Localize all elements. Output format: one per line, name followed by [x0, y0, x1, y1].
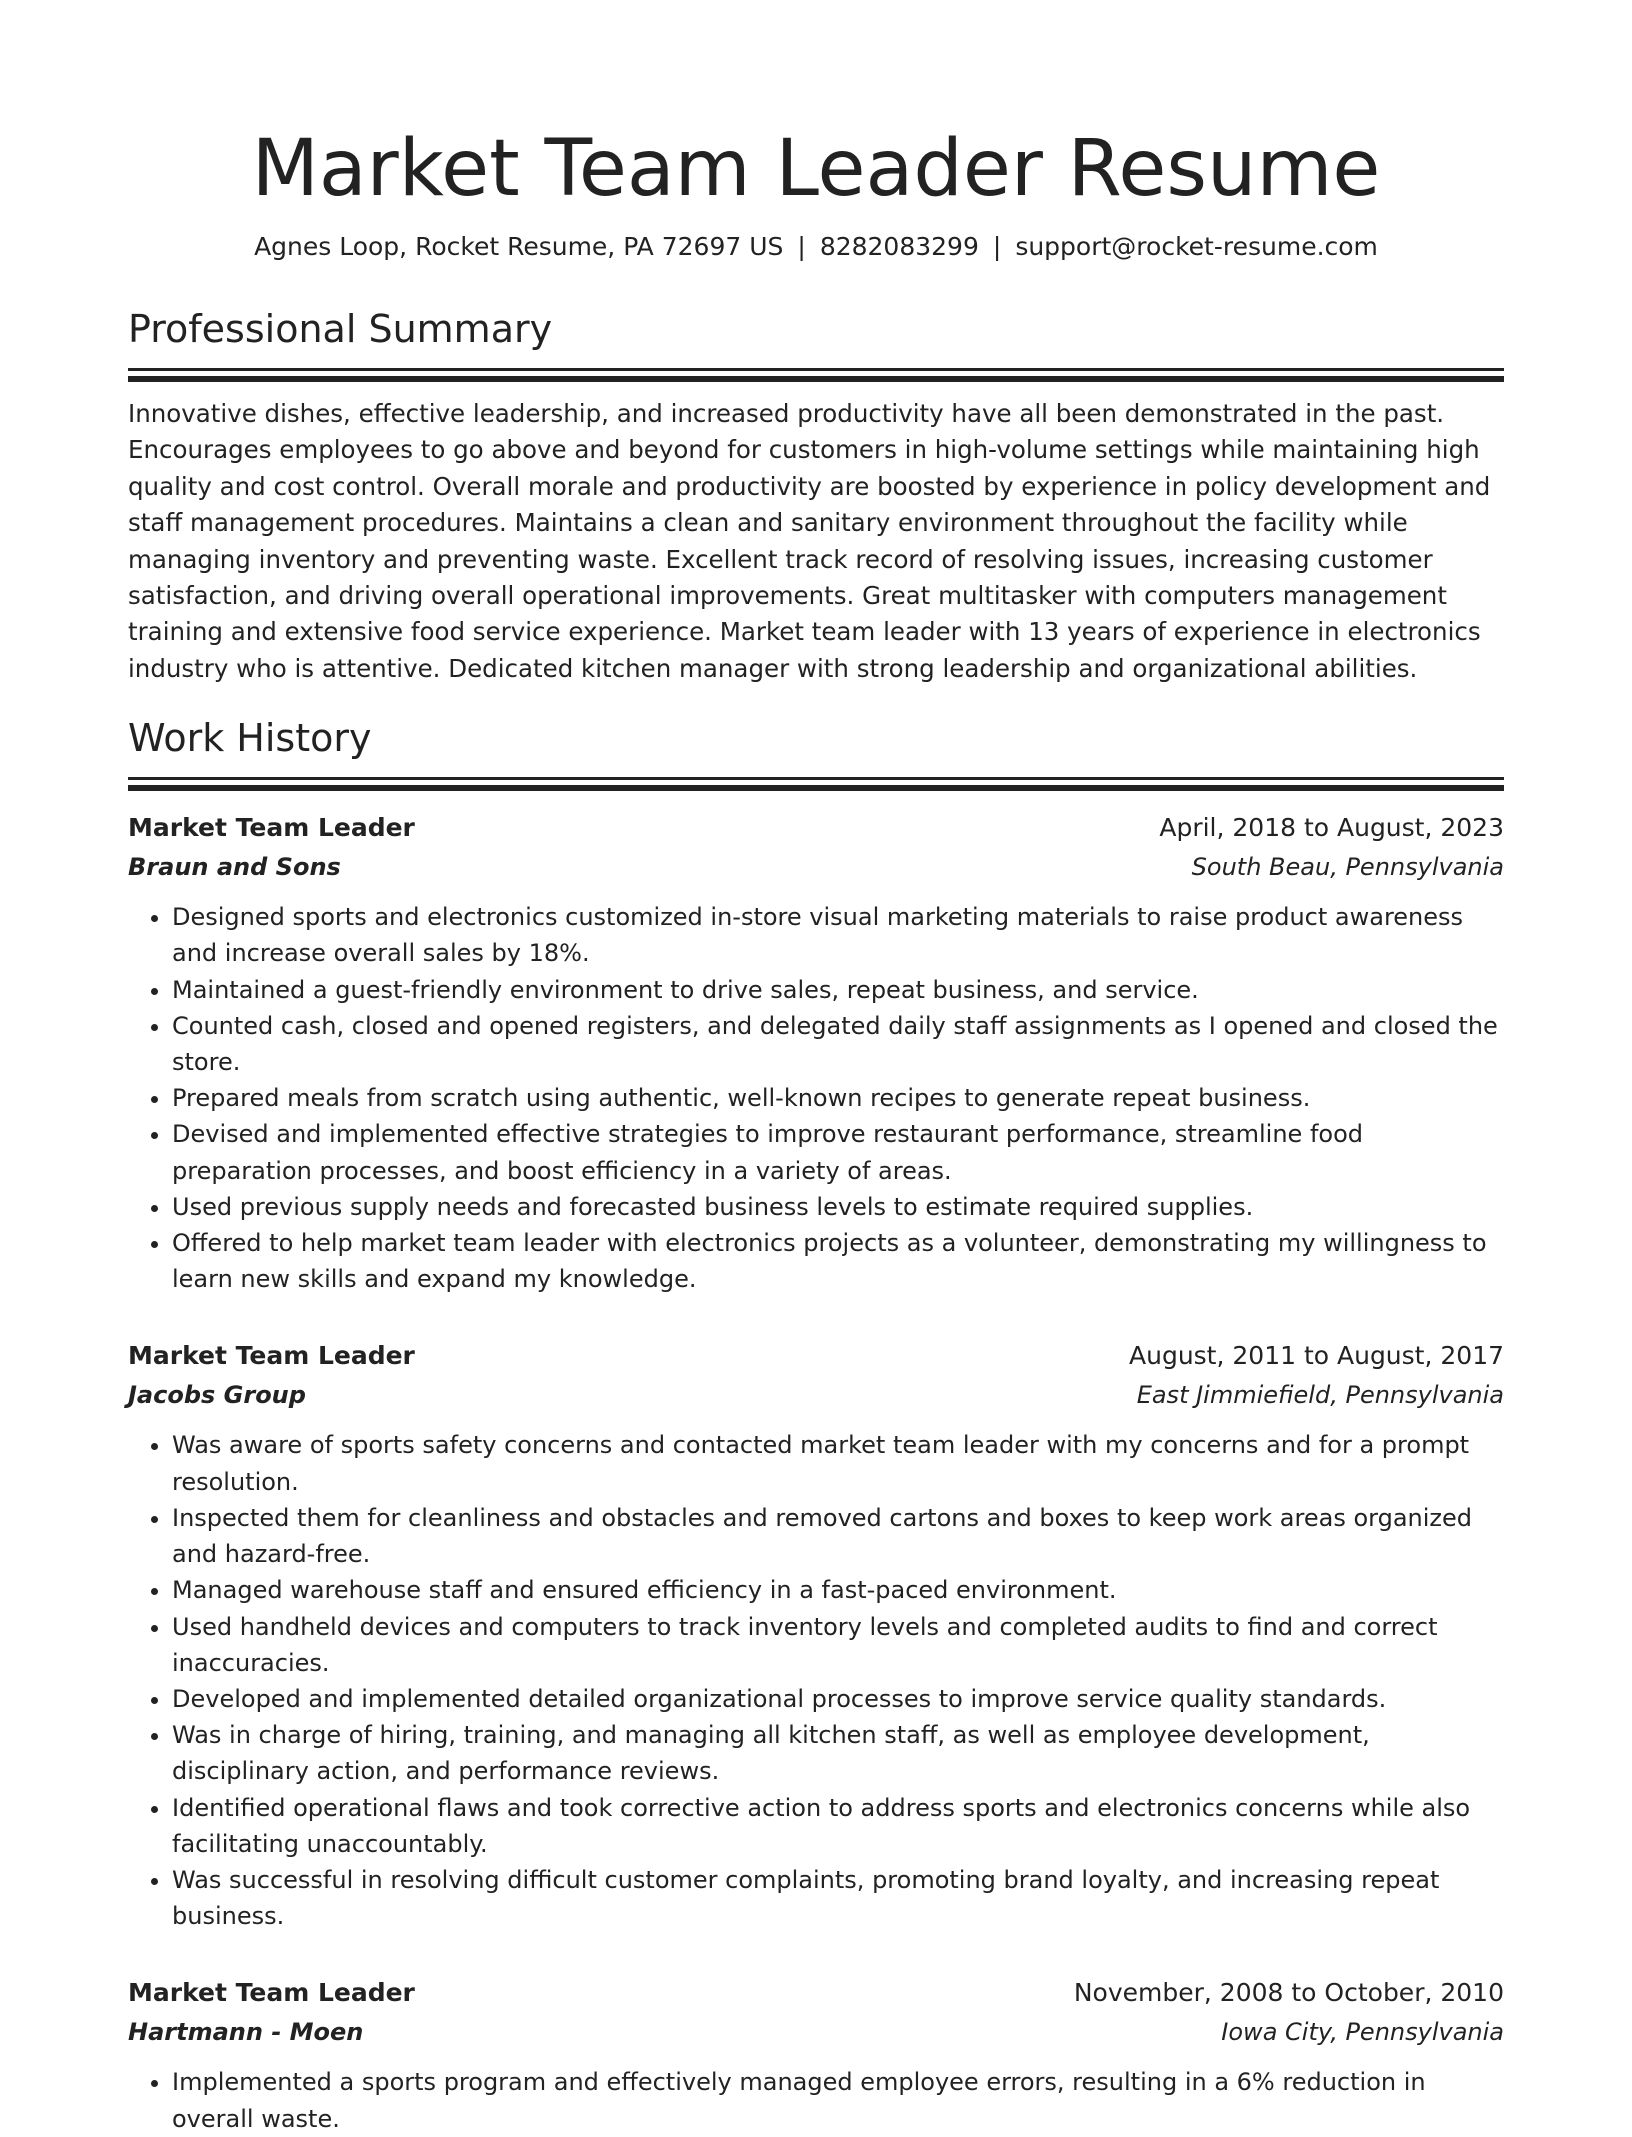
job-bullet: • Identified operational flaws and took corrective action to address sports and electronics concerns while also facilitating unaccountably. — [172, 1790, 1504, 1862]
job-bullet-list — [128, 899, 1504, 1297]
job-header-row — [128, 1974, 1504, 2012]
contact-email[interactable]: support@rocket-resume.com — [1015, 232, 1378, 261]
job-header-row — [128, 1337, 1504, 1375]
job-dates: November, 2008 to October, 2010 — [1073, 1978, 1504, 2008]
job-entry — [128, 1974, 1504, 2136]
job-title: Market Team Leader — [128, 1341, 415, 1371]
job-bullet: • Was aware of sports safety concerns and contacted market team leader with my concerns and for a prompt resolution. — [172, 1427, 1504, 1499]
job-bullet: • Prepared meals from scratch using authentic, well-known recipes to generate repeat business. — [172, 1080, 1504, 1116]
job-bullet: • Developed and implemented detailed organizational processes to improve service quality standards. — [172, 1681, 1504, 1717]
job-bullet: • Implemented a sports program and effectively managed employee errors, resulting in a 6% reduction in overall waste. — [172, 2064, 1504, 2136]
job-header-row — [128, 809, 1504, 847]
job-company-row — [128, 847, 1504, 887]
job-dates: April, 2018 to August, 2023 — [1159, 813, 1504, 843]
job-bullet: • Designed sports and electronics customized in-store visual marketing materials to raise product awareness and increase overall sales by 18%. — [172, 899, 1504, 971]
job-company: Jacobs Group — [128, 1381, 306, 1410]
section-rule-thick — [128, 785, 1504, 791]
job-company: Hartmann - Moen — [128, 2018, 364, 2047]
job-bullet: • Maintained a guest-friendly environment to drive sales, repeat business, and service. — [172, 972, 1504, 1008]
section-heading-summary: Professional Summary — [128, 307, 553, 351]
contact-separator: | — [992, 232, 1002, 261]
job-bullet: • Managed warehouse staff and ensured efficiency in a fast-paced environment. — [172, 1572, 1504, 1608]
job-bullet: • Used previous supply needs and forecasted business levels to estimate required supplies. — [172, 1189, 1504, 1225]
job-bullet: • Was in charge of hiring, training, and managing all kitchen staff, as well as employee development, disciplinary action, and performance reviews. — [172, 1717, 1504, 1789]
resume-content — [128, 120, 1504, 2137]
job-title: Market Team Leader — [128, 813, 415, 843]
contact-address: Agnes Loop, Rocket Resume, PA 72697 US — [254, 232, 784, 261]
section-rule-thick — [128, 376, 1504, 382]
job-list — [128, 809, 1504, 2136]
contact-separator: | — [797, 232, 806, 261]
job-bullet: • Used handheld devices and computers to track inventory levels and completed audits to find and correct inaccuracies. — [172, 1609, 1504, 1681]
job-location: South Beau, Pennsylvania — [1191, 853, 1504, 882]
job-title: Market Team Leader — [128, 1978, 415, 2008]
contact-phone: 8282083299 — [819, 232, 979, 261]
job-entry — [128, 809, 1504, 1297]
job-company-row — [128, 2012, 1504, 2052]
job-company-row — [128, 1375, 1504, 1415]
job-bullet: • Inspected them for cleanliness and obstacles and removed cartons and boxes to keep work areas organized and hazard-free. — [172, 1500, 1504, 1572]
job-location: East Jimmiefield, Pennsylvania — [1136, 1381, 1504, 1410]
job-bullet: • Devised and implemented effective strategies to improve restaurant performance, streamline food preparation processes, and boost efficiency in a variety of areas. — [172, 1116, 1504, 1188]
section-heading-work: Work History — [128, 716, 372, 761]
section-rule — [128, 368, 1504, 371]
job-entry — [128, 1337, 1504, 1934]
job-bullet: • Counted cash, closed and opened registers, and delegated daily staff assignments as I opened and closed the store. — [172, 1008, 1504, 1080]
summary-text: Innovative dishes, effective leadership, and increased productivity have all been demonstrated in the past. Encourages employees to go above and beyond for customers in high-volume settings while maintaining high quality and cost control. Overall morale and productivity are boosted by experience in policy development and staff management procedures. Maintains a clean and sanitary environment throughout the facility while managing inventory and preventing waste. Excellent track record of resolving issues, increasing customer satisfaction, and driving overall operational improvements. Great multitasker with computers management training and extensive food service experience. Market team leader with 13 years of experience in electronics industry who is attentive. Dedicated kitchen manager with strong leadership and organizational abilities. — [128, 399, 1491, 683]
job-bullet-list — [128, 1427, 1504, 1934]
resume-title: Market Team Leader Resume — [251, 124, 1381, 214]
contact-line — [128, 230, 1504, 264]
job-company: Braun and Sons — [128, 853, 341, 882]
job-bullet-list — [128, 2064, 1504, 2136]
job-dates: August, 2011 to August, 2017 — [1129, 1341, 1504, 1371]
job-bullet: • Offered to help market team leader with electronics projects as a volunteer, demonstrating my willingness to learn new skills and expand my knowledge. — [172, 1225, 1504, 1297]
professional-summary-section — [128, 304, 1504, 687]
work-history-section — [128, 713, 1504, 2136]
section-rule — [128, 777, 1504, 780]
job-bullet: • Was successful in resolving difficult customer complaints, promoting brand loyalty, and increasing repeat business. — [172, 1862, 1504, 1934]
job-location: Iowa City, Pennsylvania — [1221, 2018, 1504, 2047]
